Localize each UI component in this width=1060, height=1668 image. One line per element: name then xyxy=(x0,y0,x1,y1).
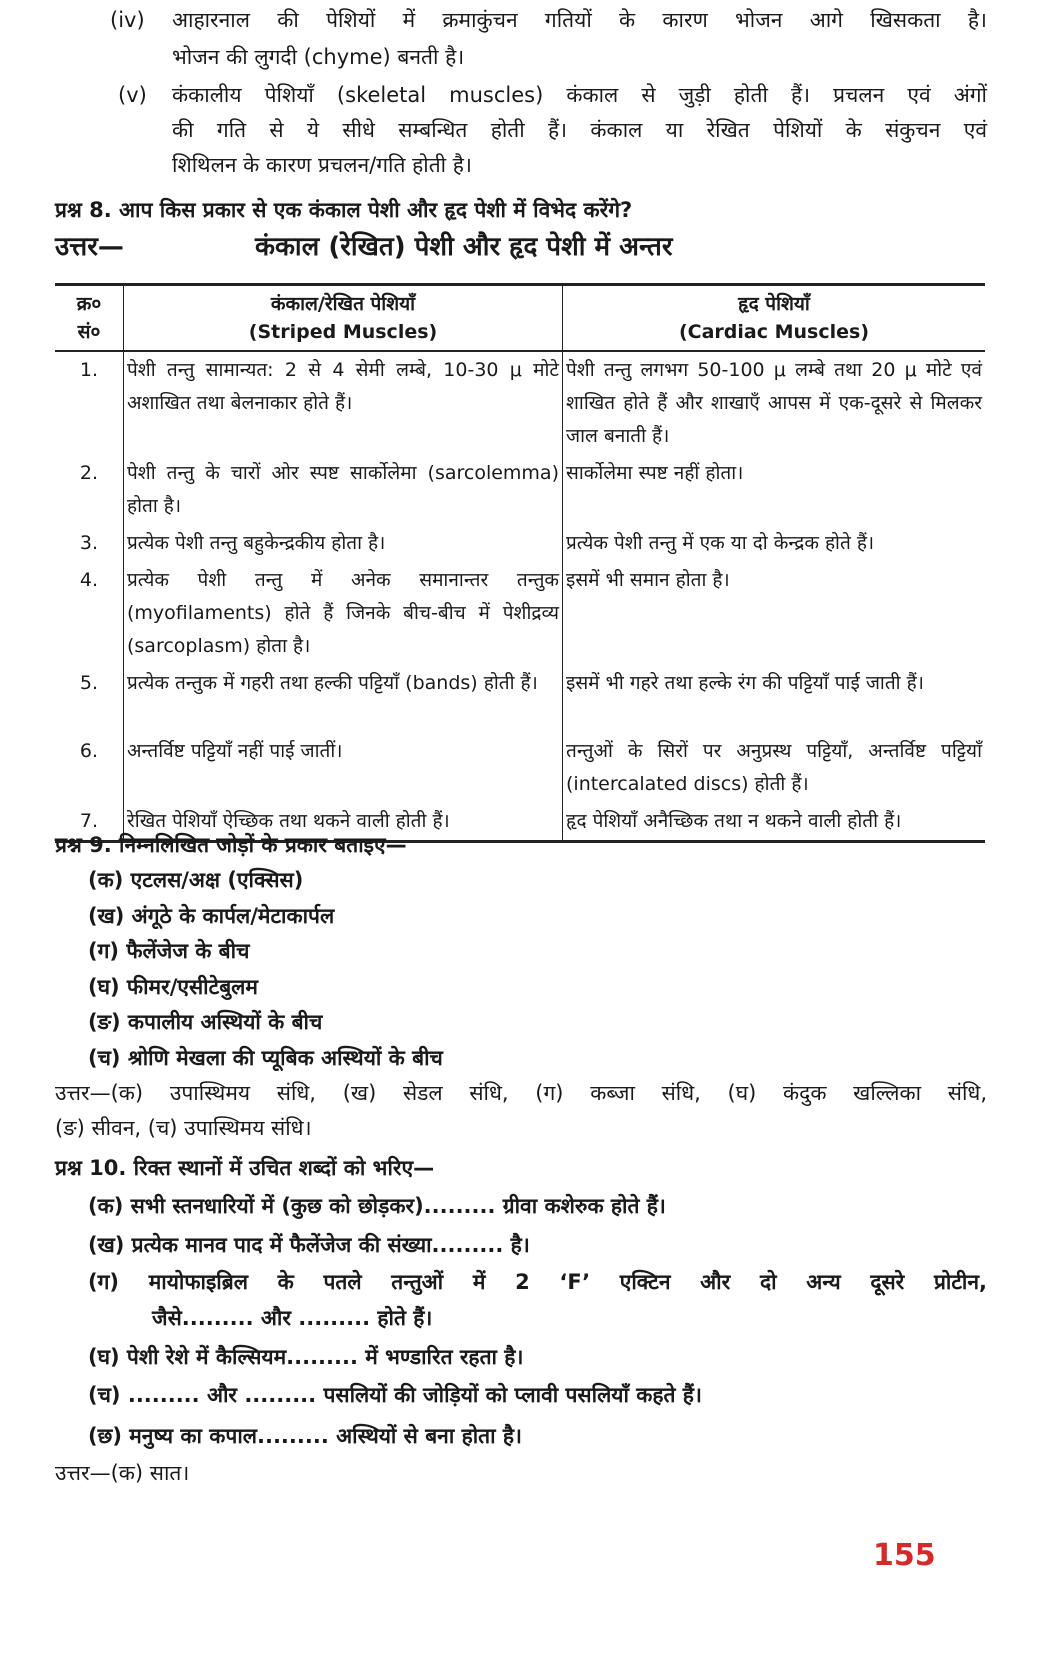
item-v-line: शिथिलन के कारण प्रचलन/गति होती है। xyxy=(172,153,472,177)
table-row xyxy=(55,351,985,455)
joint-item: (ख) अंगूठे के कार्पल/मेटाकार्पल xyxy=(88,903,335,928)
joint-item: (क) एटलस/अक्ष (एक्सिस) xyxy=(88,868,304,892)
striped-cell: प्रत्येक पेशी तन्तु में अनेक समानान्तर तन्तुक (myofilaments) होते हैं जिनके बीच-बीच में पेशीद्रव्य (sarcoplasm) होता है। xyxy=(124,562,563,665)
item-v-line: की गति से ये सीधे सम्बन्धित होती हैं। कंकाल या रेखित पेशियों के संकुचन एवं xyxy=(172,118,987,142)
table-row xyxy=(55,525,985,562)
row-number: 6. xyxy=(55,733,124,803)
cardiac-cell: तन्तुओं के सिरों पर अनुप्रस्थ पट्टियाँ, अन्तर्विष्ट पट्टियाँ (intercalated discs) होती हैं। xyxy=(566,740,982,795)
striped-cell: रेखित पेशियाँ ऐच्छिक तथा थकने वाली होती हैं। xyxy=(124,803,563,842)
striped-cell: अन्तर्विष्ट पट्टियाँ नहीं पाई जातीं। xyxy=(124,733,563,803)
question-9: प्रश्न 9. निम्नलिखित जोड़ों के प्रकार बताइए— xyxy=(55,833,407,857)
table-row xyxy=(55,733,985,803)
striped-cell: प्रत्येक पेशी तन्तु बहुकेन्द्रकीय होता है। xyxy=(124,525,563,562)
row-number: 5. xyxy=(55,665,124,733)
striped-cell: पेशी तन्तु सामान्यत: 2 से 4 सेमी लम्बे, 10-30 μ मोटे अशाखित तथा बेलनाकार होते हैं। xyxy=(124,351,563,455)
fill-blank-item: (क) सभी स्तनधारियों में (कुछ को छोड़कर)......... ग्रीवा कशेरुक होते हैं। xyxy=(88,1194,666,1218)
fill-blank-item: (ख) प्रत्येक मानव पाद में फैलेंजेज की संख्या......... है। xyxy=(88,1233,530,1257)
item-v-line: कंकालीय पेशियाँ (skeletal muscles) कंकाल से जुड़ी होती हैं। प्रचलन एवं अंगों xyxy=(172,83,987,107)
striped-cell: पेशी तन्तु के चारों ओर स्पष्ट सार्कोलेमा (sarcolemma) होता है। xyxy=(124,455,563,525)
table-row xyxy=(55,562,985,665)
answer-title: कंकाल (रेखित) पेशी और हृद पेशी में अन्तर xyxy=(255,232,673,262)
cardiac-cell: पेशी तन्तु लगभग 50-100 μ लम्बे तथा 20 μ मोटे एवं शाखित होते हैं और शाखाएँ आपस में एक-दूसरे से मिलकर जाल बनाती हैं। xyxy=(566,359,982,447)
answer-9-line: (ङ) सीवन, (च) उपास्थिमय संधि। xyxy=(55,1116,312,1140)
cardiac-cell: प्रत्येक पेशी तन्तु में एक या दो केन्द्रक होते हैं। xyxy=(566,532,875,554)
cardiac-cell: इसमें भी गहरे तथा हल्के रंग की पट्टियाँ पाई जाती हैं। xyxy=(566,672,924,694)
table-row xyxy=(55,665,985,733)
joint-item: (घ) फीमर/एसीटेबुलम xyxy=(88,974,258,999)
item-v-marker: (v) xyxy=(118,83,147,107)
question-10: प्रश्न 10. रिक्त स्थानों में उचित शब्दों को भरिए— xyxy=(55,1156,435,1180)
header-cardiac: हृद पेशियाँ (Cardiac Muscles) xyxy=(563,285,986,352)
row-number: 7. xyxy=(55,803,124,842)
cardiac-cell: सार्कोलेमा स्पष्ट नहीं होता। xyxy=(566,462,744,484)
fill-blank-item: (च) ......... और ......... पसलियों की जोड़ियों को प्लावी पसलियाँ कहते हैं। xyxy=(88,1383,702,1407)
item-iv-line: आहारनाल की पेशियों में क्रमाकुंचन गतियों के कारण भोजन आगे खिसकता है। xyxy=(172,8,987,32)
joint-item: (च) श्रोणि मेखला की प्यूबिक अस्थियों के बीच xyxy=(88,1045,443,1070)
row-number: 1. xyxy=(55,351,124,455)
fill-blank-item: (छ) मनुष्य का कपाल......... अस्थियों से बना होता है। xyxy=(88,1424,523,1448)
header-striped: कंकाल/रेखित पेशियाँ (Striped Muscles) xyxy=(124,285,563,352)
answer-9-line: उत्तर—(क) उपास्थिमय संधि, (ख) सेडल संधि, (ग) कब्जा संधि, (घ) कंदुक खल्लिका संधि, xyxy=(55,1081,987,1105)
header-serial: क्र० सं० xyxy=(55,285,124,352)
question-8: प्रश्न 8. आप किस प्रकार से एक कंकाल पेशी और हृद पेशी में विभेद करेंगे? xyxy=(55,198,633,222)
row-number: 3. xyxy=(55,525,124,562)
row-number: 4. xyxy=(55,562,124,665)
joint-item: (ग) फैलेंजेज के बीच xyxy=(88,939,250,963)
item-iv-marker: (iv) xyxy=(110,8,145,32)
table-row xyxy=(55,455,985,525)
answer-10: उत्तर—(क) सात। xyxy=(55,1461,190,1485)
fill-blank-item: जैसे......... और ......... होते हैं। xyxy=(152,1306,433,1330)
item-iv-line: भोजन की लुगदी (chyme) बनती है। xyxy=(172,45,465,69)
comparison-table xyxy=(55,283,985,843)
page-number: 155 xyxy=(873,1538,936,1573)
fill-blank-item: (ग) मायोफाइब्रिल के पतले तन्तुओं में 2 ‘F’ एक्टिन और दो अन्य दूसरे प्रोटीन, xyxy=(88,1270,987,1294)
table-header xyxy=(55,285,985,352)
striped-cell: प्रत्येक तन्तुक में गहरी तथा हल्की पट्टियाँ (bands) होती हैं। xyxy=(124,665,563,733)
row-number: 2. xyxy=(55,455,124,525)
cardiac-cell: इसमें भी समान होता है। xyxy=(566,569,730,591)
joint-item: (ङ) कपालीय अस्थियों के बीच xyxy=(88,1010,323,1034)
fill-blank-item: (घ) पेशी रेशे में कैल्सियम......... में भण्डारित रहता है। xyxy=(88,1345,524,1369)
cardiac-cell: हृद पेशियाँ अनैच्छिक तथा न थकने वाली होती हैं। xyxy=(563,803,986,842)
answer-label: उत्तर— xyxy=(55,232,124,262)
